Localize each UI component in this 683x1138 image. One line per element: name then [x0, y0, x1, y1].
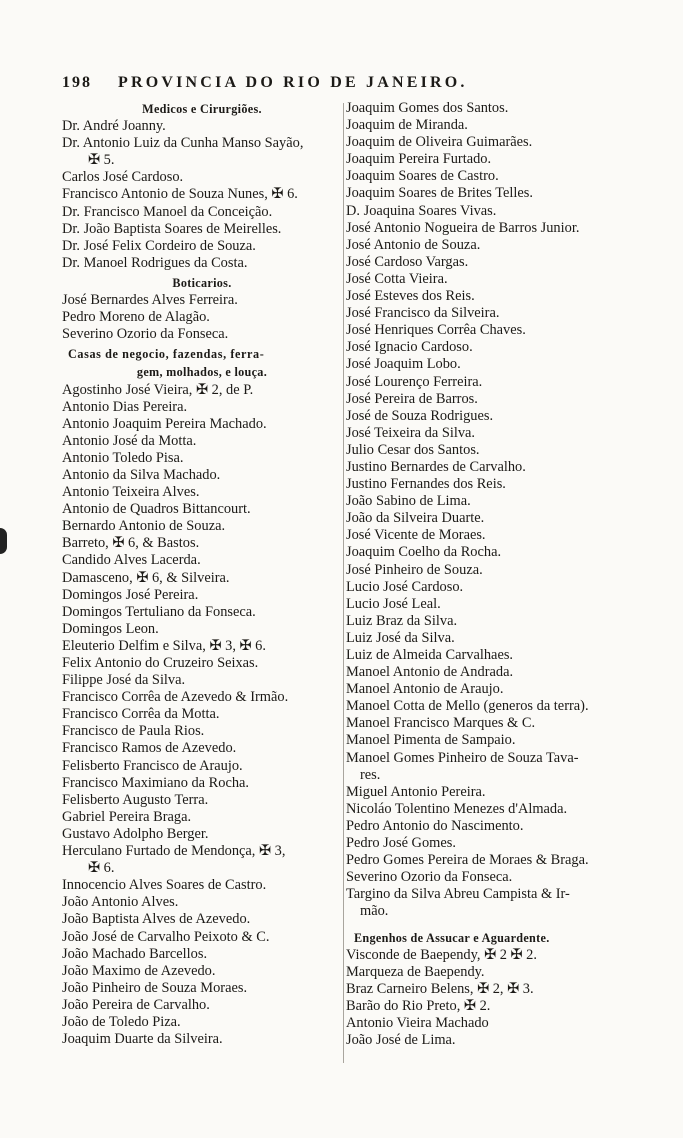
list-entry: Manoel Pimenta de Sampaio.: [346, 732, 516, 749]
list-entry: João da Silveira Duarte.: [346, 510, 485, 527]
list-entry: Justino Bernardes de Carvalho.: [346, 458, 526, 475]
column-divider: [343, 103, 344, 1063]
list-entry: Francisco Ramos de Azevedo.: [62, 740, 237, 757]
list-entry: Marqueza de Baependy.: [346, 963, 485, 980]
list-entry: Manoel Cotta de Mello (generos da terra).: [346, 698, 589, 715]
section-heading-casas: Casas de negocio, fazendas, ferra-: [68, 347, 265, 362]
list-entry: Antonio Toledo Pisa.: [62, 449, 184, 466]
list-entry: Nicoláo Tolentino Menezes d'Almada.: [346, 800, 568, 817]
list-entry: Lucio José Leal.: [346, 595, 441, 612]
list-entry: ✠ 5.: [88, 152, 115, 169]
list-entry: Antonio José da Motta.: [62, 432, 197, 449]
list-entry: José Vicente de Moraes.: [346, 527, 486, 544]
list-medicos: [62, 118, 342, 272]
list-entry: João Maximo de Azevedo.: [62, 962, 216, 979]
list-entry: Damasceno, ✠ 6, & Silveira.: [62, 569, 230, 586]
list-entry: Dr. João Baptista Soares de Meirelles.: [62, 220, 282, 237]
list-engenhos: [346, 947, 632, 1050]
list-entry: Herculano Furtado de Mendonça, ✠ 3,: [62, 843, 286, 860]
list-entry: João José de Carvalho Peixoto & C.: [62, 928, 270, 945]
list-entry: Miguel Antonio Pereira.: [346, 783, 486, 800]
list-entry: Joaquim de Oliveira Guimarães.: [346, 134, 533, 151]
list-entry: mão.: [360, 903, 389, 920]
page-header: [62, 74, 622, 96]
list-entry: João Pinheiro de Souza Moraes.: [62, 979, 248, 996]
list-entry: João Antonio Alves.: [62, 894, 179, 911]
list-entry: Joaquim Soares de Castro.: [346, 168, 499, 185]
list-entry: José Henriques Corrêa Chaves.: [346, 322, 526, 339]
list-entry: Manoel Antonio de Araujo.: [346, 681, 504, 698]
list-casas: [62, 382, 342, 1049]
list-entry: Antonio de Quadros Bittancourt.: [62, 501, 251, 518]
list-entry: João Pereira de Carvalho.: [62, 996, 210, 1013]
list-entry: Justino Fernandes dos Reis.: [346, 476, 506, 493]
list-entry: Lucio José Cardoso.: [346, 578, 464, 595]
list-entry: Braz Carneiro Belens, ✠ 2, ✠ 3.: [346, 980, 534, 997]
list-entry: José Teixeira da Silva.: [346, 424, 476, 441]
list-entry: Luiz José da Silva.: [346, 629, 455, 646]
list-entry: Agostinho José Vieira, ✠ 2, de P.: [62, 381, 254, 398]
list-entry: João de Toledo Piza.: [62, 1013, 181, 1030]
list-entry: Severino Ozorio da Fonseca.: [62, 326, 229, 343]
list-entry: Pedro Gomes Pereira de Moraes & Braga.: [346, 852, 589, 869]
list-entry: José Antonio de Souza.: [346, 236, 481, 253]
list-casas-continued: [346, 100, 632, 921]
section-heading-medicos: Medicos e Cirurgiões.: [142, 102, 262, 116]
right-column: [346, 100, 632, 1049]
list-entry: José Ignacio Cardoso.: [346, 339, 473, 356]
list-entry: Dr. Manoel Rodrigues da Costa.: [62, 254, 248, 271]
list-entry: José Bernardes Alves Ferreira.: [62, 292, 238, 309]
list-entry: Antonio Dias Pereira.: [62, 398, 188, 415]
list-entry: Pedro Antonio do Nascimento.: [346, 817, 524, 834]
list-entry: José Francisco da Silveira.: [346, 305, 500, 322]
list-entry: Joaquim Coelho da Rocha.: [346, 544, 502, 561]
running-title: PROVINCIA DO RIO DE JANEIRO.: [118, 74, 468, 91]
list-entry: Francisco Corrêa da Motta.: [62, 706, 220, 723]
list-entry: Antonio Teixeira Alves.: [62, 484, 200, 501]
list-entry: Domingos José Pereira.: [62, 586, 199, 603]
list-entry: Bernardo Antonio de Souza.: [62, 518, 226, 535]
list-entry: Manoel Antonio de Andrada.: [346, 664, 514, 681]
list-entry: José Pereira de Barros.: [346, 390, 478, 407]
list-entry: Felix Antonio do Cruzeiro Seixas.: [62, 655, 259, 671]
list-entry: José de Souza Rodrigues.: [346, 407, 494, 424]
section-heading-boticarios: Boticarios.: [172, 275, 232, 290]
list-boticarios: [62, 292, 342, 343]
list-entry: João José de Lima.: [346, 1032, 456, 1049]
list-entry: Dr. José Felix Cordeiro de Souza.: [62, 237, 256, 254]
list-entry: Francisco Maximiano da Rocha.: [62, 774, 250, 791]
list-entry: Candido Alves Lacerda.: [62, 552, 201, 569]
section-heading-engenhos: Engenhos de Assucar e Aguardente.: [354, 930, 550, 945]
list-entry: Dr. André Joanny.: [62, 118, 166, 135]
list-entry: José Lourenço Ferreira.: [346, 373, 483, 390]
list-entry: Domingos Leon.: [62, 620, 159, 637]
list-entry: Severino Ozorio da Fonseca.: [346, 869, 513, 886]
list-entry: Targino da Silva Abreu Campista & Ir-: [346, 886, 570, 903]
list-entry: Domingos Tertuliano da Fonseca.: [62, 603, 256, 620]
list-entry: Francisco Antonio de Souza Nunes, ✠ 6.: [62, 186, 298, 203]
list-entry: Francisco Corrêa de Azevedo & Irmão.: [62, 689, 289, 706]
list-entry: Luiz Braz da Silva.: [346, 612, 458, 629]
list-entry: Joaquim Pereira Furtado.: [346, 151, 492, 168]
list-entry: José Cotta Vieira.: [346, 270, 448, 287]
margin-mark: [0, 528, 7, 554]
list-entry: Antonio Vieira Machado: [346, 1014, 489, 1031]
list-entry: João Baptista Alves de Azevedo.: [62, 911, 251, 928]
list-entry: Innocencio Alves Soares de Castro.: [62, 877, 267, 894]
list-entry: res.: [360, 766, 381, 783]
list-entry: José Antonio Nogueira de Barros Junior.: [346, 219, 580, 236]
list-entry: Joaquim Soares de Brites Telles.: [346, 185, 533, 202]
list-entry: Visconde de Baependy, ✠ 2 ✠ 2.: [346, 946, 537, 963]
list-entry: João Machado Barcellos.: [62, 945, 208, 962]
list-entry: Luiz de Almeida Carvalhaes.: [346, 647, 514, 663]
list-entry: José Cardoso Vargas.: [346, 253, 469, 270]
list-entry: Pedro José Gomes.: [346, 835, 456, 852]
list-entry: Filippe José da Silva.: [62, 672, 186, 689]
list-entry: D. Joaquina Soares Vivas.: [346, 202, 497, 219]
list-entry: Joaquim Duarte da Silveira.: [62, 1031, 223, 1048]
list-entry: Barreto, ✠ 6, & Bastos.: [62, 535, 200, 552]
list-entry: Dr. Francisco Manoel da Conceição.: [62, 203, 273, 220]
section-heading-casas-cont: gem, molhados, e louça.: [136, 365, 268, 380]
list-entry: Francisco de Paula Rios.: [62, 723, 205, 740]
list-entry: José Pinheiro de Souza.: [346, 561, 483, 578]
list-entry: João Sabino de Lima.: [346, 493, 471, 510]
list-entry: José Joaquim Lobo.: [346, 356, 461, 373]
list-entry: Carlos José Cardoso.: [62, 169, 184, 186]
list-entry: Julio Cesar dos Santos.: [346, 441, 480, 458]
list-entry: Gabriel Pereira Braga.: [62, 808, 192, 825]
list-entry: Antonio da Silva Machado.: [62, 466, 221, 483]
page-number: 198: [62, 74, 92, 91]
list-entry: Manoel Gomes Pinheiro de Souza Tava-: [346, 749, 579, 766]
left-column: [62, 100, 342, 1048]
list-entry: Joaquim Gomes dos Santos.: [346, 100, 509, 116]
list-entry: Gustavo Adolpho Berger.: [62, 825, 209, 842]
list-entry: Barão do Rio Preto, ✠ 2.: [346, 997, 491, 1014]
list-entry: Felisberto Francisco de Araujo.: [62, 757, 243, 774]
list-entry: ✠ 6.: [88, 860, 115, 877]
list-entry: Felisberto Augusto Terra.: [62, 791, 209, 808]
list-entry: Antonio Joaquim Pereira Machado.: [62, 415, 267, 432]
list-entry: José Esteves dos Reis.: [346, 288, 475, 305]
list-entry: Pedro Moreno de Alagão.: [62, 309, 210, 326]
list-entry: Manoel Francisco Marques & C.: [346, 715, 536, 732]
list-entry: Joaquim de Miranda.: [346, 117, 468, 134]
list-entry: Dr. Antonio Luiz da Cunha Manso Sayão,: [62, 135, 304, 152]
list-entry: Eleuterio Delfim e Silva, ✠ 3, ✠ 6.: [62, 637, 266, 654]
